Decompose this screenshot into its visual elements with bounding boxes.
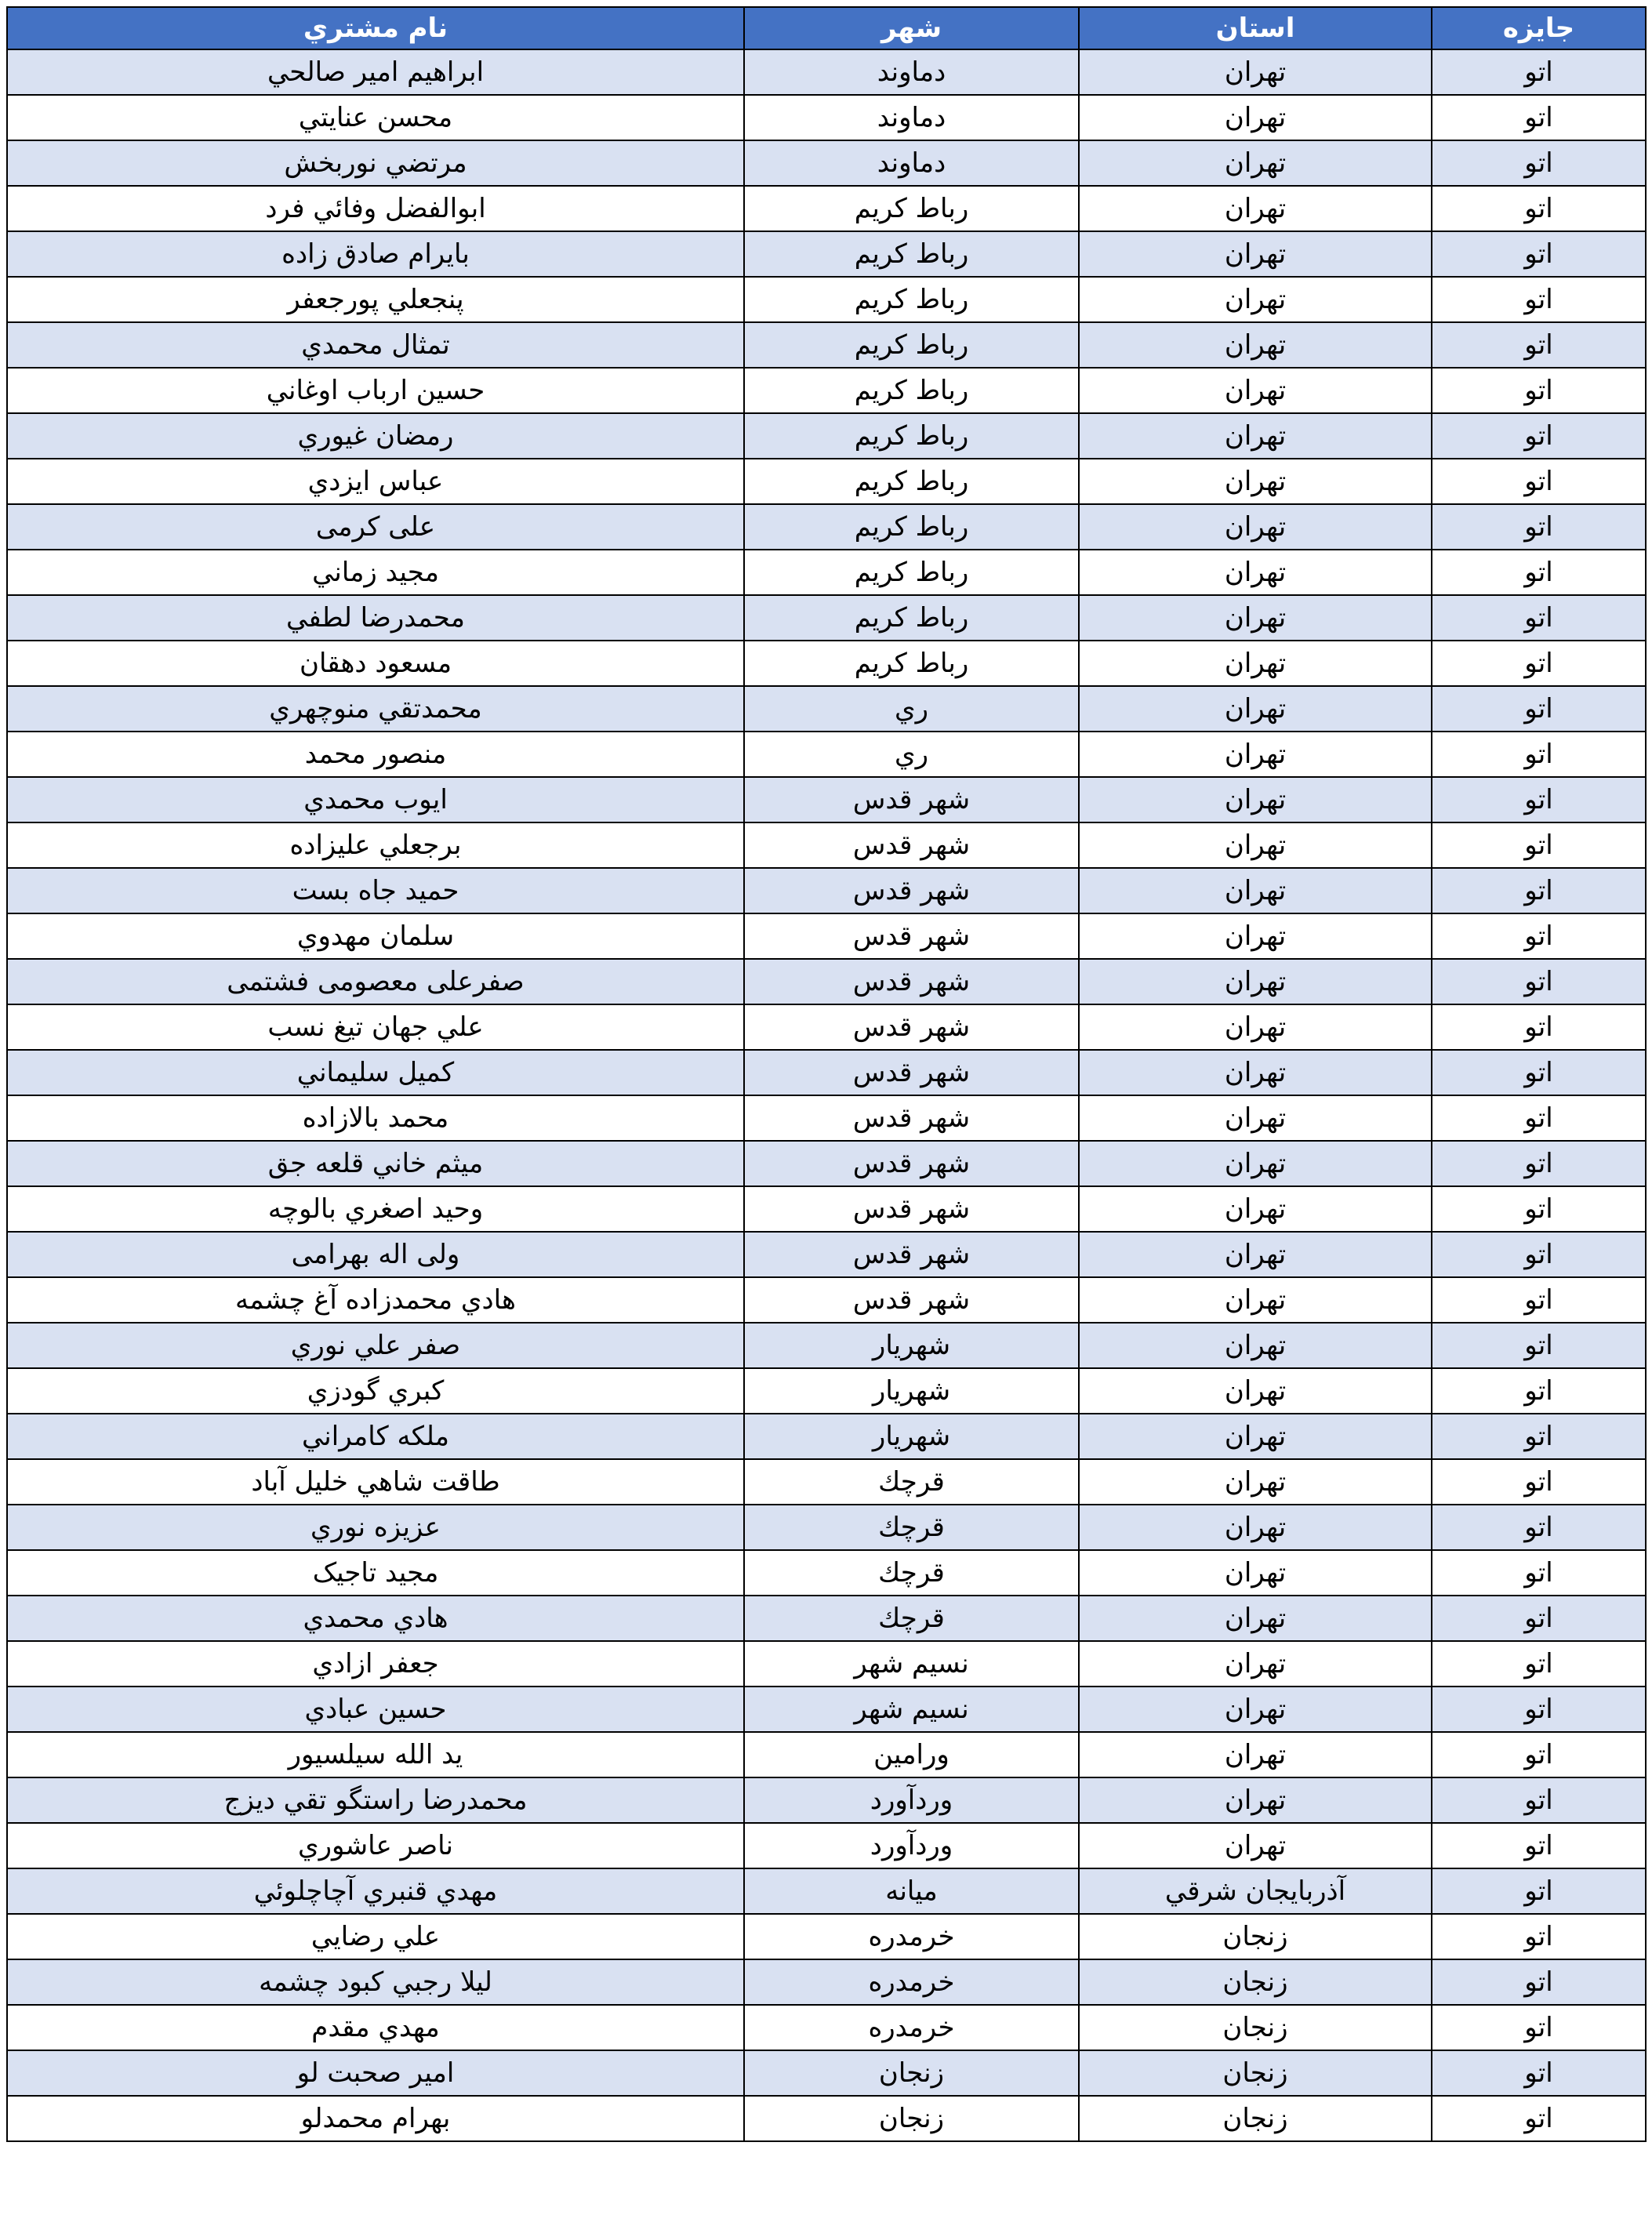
cell-customer-name: حميد جاه بست	[7, 868, 744, 913]
cell-prize: اتو	[1432, 2050, 1646, 2096]
table-row	[7, 231, 1646, 277]
cell-prize: اتو	[1432, 1004, 1646, 1050]
cell-province: تهران	[1079, 1368, 1432, 1414]
cell-prize: اتو	[1432, 186, 1646, 231]
cell-city: رباط كريم	[744, 413, 1079, 459]
cell-prize: اتو	[1432, 459, 1646, 504]
cell-customer-name: ملكه كامراني	[7, 1414, 744, 1459]
cell-province: تهران	[1079, 140, 1432, 186]
cell-customer-name: يد الله سيلسيور	[7, 1732, 744, 1777]
cell-prize: اتو	[1432, 1641, 1646, 1687]
cell-city: رباط كريم	[744, 459, 1079, 504]
cell-prize: اتو	[1432, 868, 1646, 913]
cell-prize: اتو	[1432, 49, 1646, 95]
table-row	[7, 1232, 1646, 1277]
cell-prize: اتو	[1432, 1687, 1646, 1732]
table-row	[7, 277, 1646, 322]
table-row	[7, 1459, 1646, 1505]
cell-province: تهران	[1079, 1414, 1432, 1459]
table-row	[7, 1505, 1646, 1550]
table-row	[7, 822, 1646, 868]
cell-prize: اتو	[1432, 1596, 1646, 1641]
cell-city: دماوند	[744, 49, 1079, 95]
table-row	[7, 1414, 1646, 1459]
cell-prize: اتو	[1432, 2005, 1646, 2050]
cell-customer-name: امير صحبت لو	[7, 2050, 744, 2096]
cell-province: تهران	[1079, 1687, 1432, 1732]
table-row	[7, 1687, 1646, 1732]
cell-customer-name: كبري گودزي	[7, 1368, 744, 1414]
cell-prize: اتو	[1432, 1095, 1646, 1141]
cell-prize: اتو	[1432, 322, 1646, 368]
table-row	[7, 1959, 1646, 2005]
cell-prize: اتو	[1432, 1232, 1646, 1277]
cell-prize: اتو	[1432, 1050, 1646, 1095]
cell-province: آذربايجان شرقي	[1079, 1868, 1432, 1914]
cell-customer-name: محمدتقي منوچهري	[7, 686, 744, 732]
cell-province: تهران	[1079, 1141, 1432, 1186]
table-body	[7, 49, 1646, 2141]
table-row	[7, 1095, 1646, 1141]
cell-province: تهران	[1079, 504, 1432, 550]
cell-province: تهران	[1079, 1505, 1432, 1550]
cell-customer-name: طاقت شاهي خليل آباد	[7, 1459, 744, 1505]
cell-prize: اتو	[1432, 1823, 1646, 1868]
cell-city: شهر قدس	[744, 777, 1079, 822]
cell-prize: اتو	[1432, 550, 1646, 595]
table-row	[7, 1596, 1646, 1641]
table-row	[7, 1368, 1646, 1414]
cell-customer-name: مسعود دهقان	[7, 641, 744, 686]
cell-province: زنجان	[1079, 2050, 1432, 2096]
cell-prize: اتو	[1432, 231, 1646, 277]
cell-city: شهر قدس	[744, 1232, 1079, 1277]
cell-prize: اتو	[1432, 413, 1646, 459]
header-province: استان	[1079, 7, 1432, 49]
cell-province: تهران	[1079, 686, 1432, 732]
cell-customer-name: جعفر ازادي	[7, 1641, 744, 1687]
cell-province: تهران	[1079, 95, 1432, 140]
cell-province: تهران	[1079, 1186, 1432, 1232]
table-row	[7, 913, 1646, 959]
cell-city: رباط كريم	[744, 231, 1079, 277]
cell-city: رباط كريم	[744, 550, 1079, 595]
cell-customer-name: محسن عنايتي	[7, 95, 744, 140]
cell-province: تهران	[1079, 1095, 1432, 1141]
cell-prize: اتو	[1432, 641, 1646, 686]
cell-prize: اتو	[1432, 959, 1646, 1004]
cell-province: تهران	[1079, 913, 1432, 959]
cell-customer-name: محمدرضا راستگو تقي ديزج	[7, 1777, 744, 1823]
cell-province: تهران	[1079, 822, 1432, 868]
cell-prize: اتو	[1432, 1550, 1646, 1596]
cell-city: نسيم شهر	[744, 1641, 1079, 1687]
cell-city: رباط كريم	[744, 186, 1079, 231]
cell-city: خرمدره	[744, 1914, 1079, 1959]
cell-province: تهران	[1079, 1277, 1432, 1323]
cell-province: تهران	[1079, 322, 1432, 368]
cell-customer-name: هادي محمدزاده آغ چشمه	[7, 1277, 744, 1323]
cell-province: تهران	[1079, 550, 1432, 595]
cell-customer-name: حسين ارباب اوغاني	[7, 368, 744, 413]
table-row	[7, 1004, 1646, 1050]
cell-customer-name: ولی اله بهرامی	[7, 1232, 744, 1277]
cell-customer-name: مهدي مقدم	[7, 2005, 744, 2050]
cell-prize: اتو	[1432, 368, 1646, 413]
table-row	[7, 504, 1646, 550]
cell-prize: اتو	[1432, 1323, 1646, 1368]
cell-prize: اتو	[1432, 1777, 1646, 1823]
cell-city: وردآورد	[744, 1777, 1079, 1823]
cell-prize: اتو	[1432, 277, 1646, 322]
cell-customer-name: مرتضي نوربخش	[7, 140, 744, 186]
table-row	[7, 868, 1646, 913]
cell-city: قرچك	[744, 1596, 1079, 1641]
cell-province: تهران	[1079, 186, 1432, 231]
table-row	[7, 186, 1646, 231]
cell-customer-name: عباس ايزدي	[7, 459, 744, 504]
table-row	[7, 459, 1646, 504]
cell-prize: اتو	[1432, 2096, 1646, 2141]
cell-customer-name: رمضان غيوري	[7, 413, 744, 459]
cell-province: تهران	[1079, 1004, 1432, 1050]
cell-city: قرچك	[744, 1459, 1079, 1505]
cell-city: زنجان	[744, 2096, 1079, 2141]
cell-prize: اتو	[1432, 95, 1646, 140]
cell-province: تهران	[1079, 1732, 1432, 1777]
cell-province: تهران	[1079, 1641, 1432, 1687]
table-row	[7, 550, 1646, 595]
cell-province: تهران	[1079, 1596, 1432, 1641]
cell-city: شهر قدس	[744, 1050, 1079, 1095]
header-row	[7, 7, 1646, 49]
table-row	[7, 1050, 1646, 1095]
cell-city: قرچك	[744, 1505, 1079, 1550]
cell-prize: اتو	[1432, 1368, 1646, 1414]
prize-winners-table	[6, 6, 1647, 2142]
cell-prize: اتو	[1432, 1414, 1646, 1459]
cell-customer-name: هادي محمدي	[7, 1596, 744, 1641]
cell-city: شهر قدس	[744, 1186, 1079, 1232]
cell-province: تهران	[1079, 413, 1432, 459]
cell-city: رباط كريم	[744, 595, 1079, 641]
cell-prize: اتو	[1432, 1959, 1646, 2005]
cell-province: تهران	[1079, 1323, 1432, 1368]
cell-province: تهران	[1079, 1232, 1432, 1277]
cell-city: شهريار	[744, 1414, 1079, 1459]
cell-province: تهران	[1079, 1050, 1432, 1095]
cell-province: تهران	[1079, 641, 1432, 686]
cell-prize: اتو	[1432, 1914, 1646, 1959]
cell-city: رباط كريم	[744, 277, 1079, 322]
header-prize: جايزه	[1432, 7, 1646, 49]
cell-city: رباط كريم	[744, 641, 1079, 686]
cell-province: تهران	[1079, 1459, 1432, 1505]
cell-customer-name: ابوالفضل وفائي فرد	[7, 186, 744, 231]
cell-customer-name: حسين عبادي	[7, 1687, 744, 1732]
table-row	[7, 1868, 1646, 1914]
cell-customer-name: سلمان مهدوي	[7, 913, 744, 959]
cell-city: شهر قدس	[744, 868, 1079, 913]
cell-customer-name: برجعلي عليزاده	[7, 822, 744, 868]
cell-province: زنجان	[1079, 1914, 1432, 1959]
cell-prize: اتو	[1432, 913, 1646, 959]
cell-city: شهر قدس	[744, 1004, 1079, 1050]
cell-customer-name: وحيد اصغري بالوچه	[7, 1186, 744, 1232]
cell-city: ري	[744, 732, 1079, 777]
cell-city: شهر قدس	[744, 913, 1079, 959]
cell-prize: اتو	[1432, 1277, 1646, 1323]
cell-prize: اتو	[1432, 1186, 1646, 1232]
cell-customer-name: صفر علي نوري	[7, 1323, 744, 1368]
cell-province: تهران	[1079, 1550, 1432, 1596]
cell-prize: اتو	[1432, 595, 1646, 641]
table-row	[7, 368, 1646, 413]
cell-customer-name: ليلا رجبي كبود چشمه	[7, 1959, 744, 2005]
cell-prize: اتو	[1432, 1868, 1646, 1914]
table-row	[7, 2096, 1646, 2141]
table-row	[7, 95, 1646, 140]
table-row	[7, 2050, 1646, 2096]
cell-customer-name: ناصر عاشوري	[7, 1823, 744, 1868]
cell-province: تهران	[1079, 277, 1432, 322]
cell-customer-name: مهدي قنبري آچاچلوئي	[7, 1868, 744, 1914]
cell-province: زنجان	[1079, 2005, 1432, 2050]
cell-city: ري	[744, 686, 1079, 732]
table-row	[7, 1777, 1646, 1823]
header-customer-name: نام مشتري	[7, 7, 744, 49]
cell-province: تهران	[1079, 959, 1432, 1004]
table-row	[7, 777, 1646, 822]
cell-city: شهر قدس	[744, 1095, 1079, 1141]
cell-customer-name: تمثال محمدي	[7, 322, 744, 368]
cell-province: زنجان	[1079, 2096, 1432, 2141]
cell-prize: اتو	[1432, 686, 1646, 732]
table-row	[7, 959, 1646, 1004]
table-row	[7, 49, 1646, 95]
table-row	[7, 595, 1646, 641]
cell-city: نسيم شهر	[744, 1687, 1079, 1732]
table-row	[7, 1550, 1646, 1596]
table-row	[7, 413, 1646, 459]
cell-customer-name: ابراهيم امير صالحي	[7, 49, 744, 95]
table-row	[7, 1323, 1646, 1368]
cell-province: تهران	[1079, 49, 1432, 95]
cell-province: تهران	[1079, 732, 1432, 777]
cell-customer-name: منصور محمد	[7, 732, 744, 777]
cell-city: رباط كريم	[744, 368, 1079, 413]
cell-prize: اتو	[1432, 140, 1646, 186]
table-row	[7, 1277, 1646, 1323]
cell-customer-name: صفرعلی معصومی فشتمی	[7, 959, 744, 1004]
cell-prize: اتو	[1432, 822, 1646, 868]
table-row	[7, 1914, 1646, 1959]
cell-customer-name: عزيزه نوري	[7, 1505, 744, 1550]
cell-city: ورامين	[744, 1732, 1079, 1777]
cell-province: زنجان	[1079, 1959, 1432, 2005]
cell-customer-name: ميثم خاني قلعه جق	[7, 1141, 744, 1186]
cell-customer-name: مجيد زماني	[7, 550, 744, 595]
cell-prize: اتو	[1432, 732, 1646, 777]
cell-city: خرمدره	[744, 2005, 1079, 2050]
cell-customer-name: محمد بالازاده	[7, 1095, 744, 1141]
cell-city: شهر قدس	[744, 1141, 1079, 1186]
cell-customer-name: پنجعلي پورجعفر	[7, 277, 744, 322]
cell-customer-name: كميل سليماني	[7, 1050, 744, 1095]
cell-province: تهران	[1079, 777, 1432, 822]
cell-customer-name: ايوب محمدي	[7, 777, 744, 822]
cell-city: وردآورد	[744, 1823, 1079, 1868]
table-row	[7, 140, 1646, 186]
cell-city: شهر قدس	[744, 1277, 1079, 1323]
header-city: شهر	[744, 7, 1079, 49]
cell-city: شهر قدس	[744, 822, 1079, 868]
cell-city: دماوند	[744, 95, 1079, 140]
cell-city: دماوند	[744, 140, 1079, 186]
cell-province: تهران	[1079, 1823, 1432, 1868]
table-row	[7, 1141, 1646, 1186]
cell-city: رباط كريم	[744, 504, 1079, 550]
cell-province: تهران	[1079, 1777, 1432, 1823]
cell-province: تهران	[1079, 231, 1432, 277]
cell-prize: اتو	[1432, 1732, 1646, 1777]
cell-prize: اتو	[1432, 504, 1646, 550]
cell-prize: اتو	[1432, 777, 1646, 822]
cell-province: تهران	[1079, 595, 1432, 641]
cell-prize: اتو	[1432, 1505, 1646, 1550]
cell-customer-name: بايرام صادق زاده	[7, 231, 744, 277]
table-row	[7, 322, 1646, 368]
cell-city: خرمدره	[744, 1959, 1079, 2005]
cell-province: تهران	[1079, 368, 1432, 413]
cell-prize: اتو	[1432, 1141, 1646, 1186]
table-row	[7, 641, 1646, 686]
cell-city: شهريار	[744, 1323, 1079, 1368]
table-row	[7, 1186, 1646, 1232]
cell-customer-name: بهرام محمدلو	[7, 2096, 744, 2141]
cell-city: ميانه	[744, 1868, 1079, 1914]
cell-customer-name: علی کرمی	[7, 504, 744, 550]
cell-prize: اتو	[1432, 1459, 1646, 1505]
cell-customer-name: مجيد تاجيک	[7, 1550, 744, 1596]
table-row	[7, 1823, 1646, 1868]
cell-city: شهريار	[744, 1368, 1079, 1414]
table-header	[7, 7, 1646, 49]
cell-customer-name: علي رضايي	[7, 1914, 744, 1959]
table-row	[7, 2005, 1646, 2050]
cell-city: شهر قدس	[744, 959, 1079, 1004]
cell-customer-name: محمدرضا لطفي	[7, 595, 744, 641]
table-row	[7, 1732, 1646, 1777]
cell-province: تهران	[1079, 868, 1432, 913]
cell-city: زنجان	[744, 2050, 1079, 2096]
table-row	[7, 1641, 1646, 1687]
table-row	[7, 686, 1646, 732]
cell-customer-name: علي جهان تيغ نسب	[7, 1004, 744, 1050]
cell-city: قرچك	[744, 1550, 1079, 1596]
cell-city: رباط كريم	[744, 322, 1079, 368]
cell-province: تهران	[1079, 459, 1432, 504]
table-row	[7, 732, 1646, 777]
